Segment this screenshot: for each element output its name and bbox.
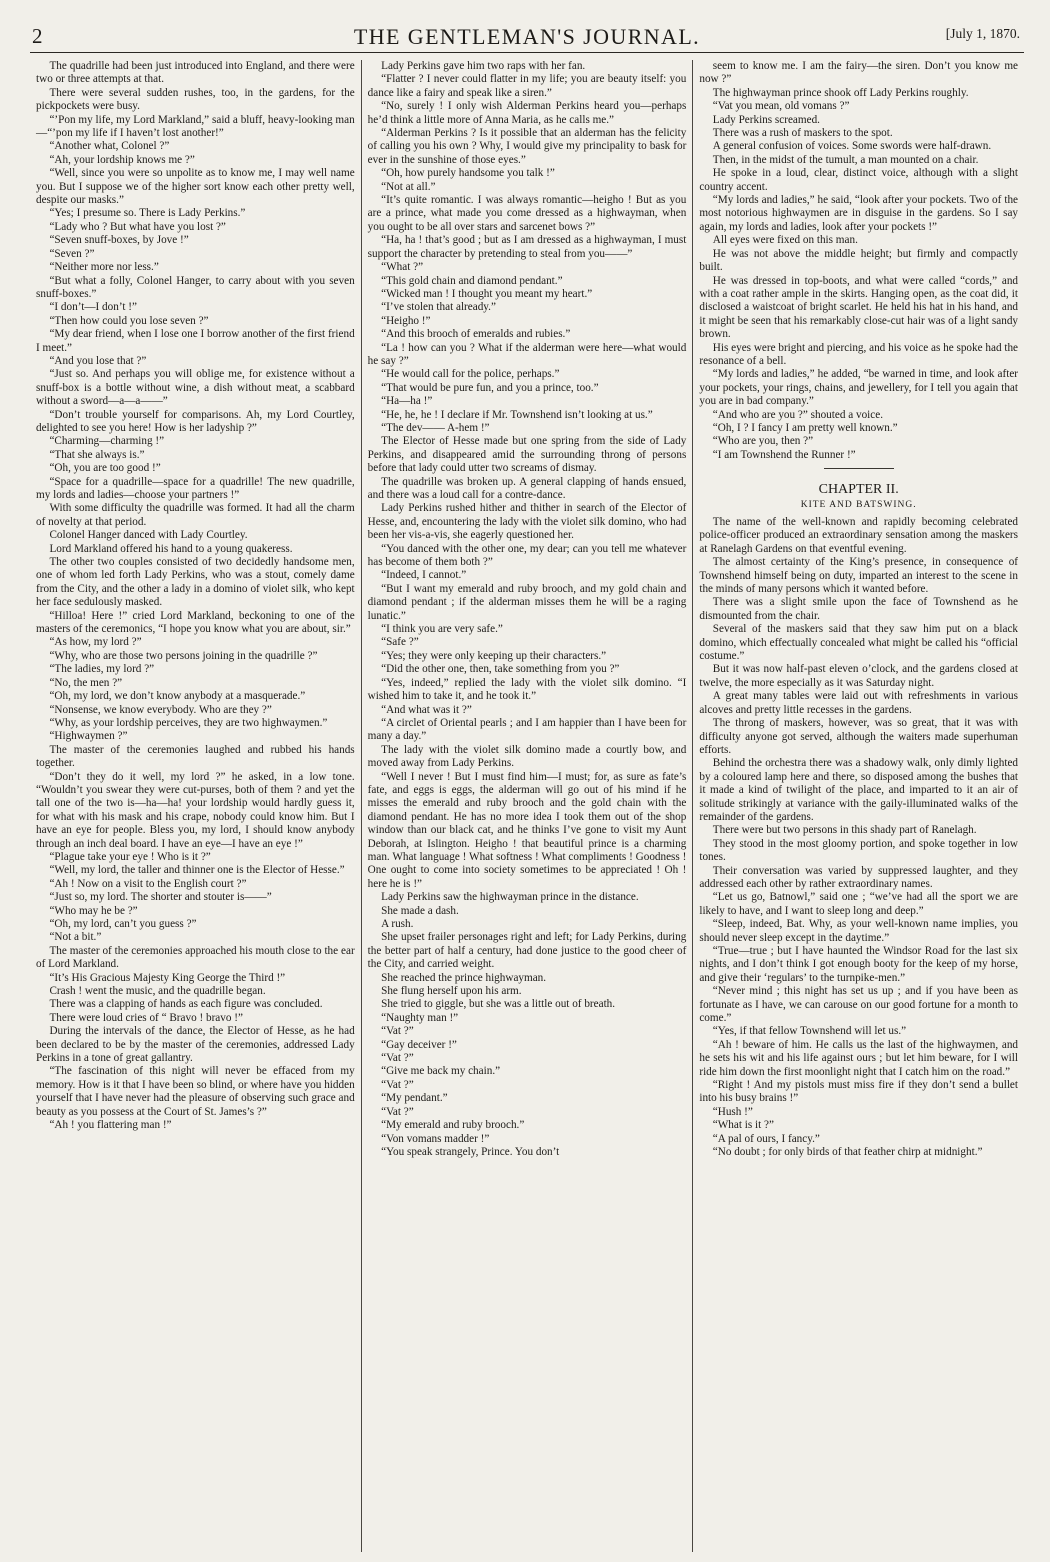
paragraph: A rush.: [381, 918, 414, 930]
paragraph: “Flatter ? I never could flatter in my life; you are beauty itself: you dance like a fairy and speak like a siren.”: [367, 73, 687, 99]
paragraph: “Oh, my lord, can’t you guess ?”: [49, 918, 197, 930]
paragraph: “Ah ! you flattering man !”: [49, 1119, 172, 1132]
journal-title: THE GENTLEMAN'S JOURNAL.: [353, 24, 701, 49]
paragraph: “Vat you mean, old vomans ?”: [712, 100, 850, 113]
paragraph: “Ah ! beware of him. He calls us the last of the highwaymen, and he sets his wit and his life against ours ; but let him beware, for I will ride him down the first moonlight night that I catch him on the road.”: [699, 1038, 1019, 1078]
paragraph: The master of the ceremonies approached his mouth close to the ear of Lord Markland.: [36, 944, 355, 971]
paragraph: “Just so, my lord. The shorter and stouter is——”: [49, 891, 272, 904]
paragraph: “Well I never ! But I must find him—I must; for, as sure as fate’s fate, and eggs is eggs, the alderman will go out of his mind if he misses the emerald and ruby brooch and the gold chain with the diamond pendant. He has no more idea I took them out of the shop window than our black cat, and he thinks I’ve gone to visit my Aunt Deborah, at Islington. Heigho ! that beautiful prince is a charming man. What language ! What softness ! What compliments ! Goodness ! One ought to come into society sometimes to be appreciated ! Oh ! here he is !”: [367, 770, 687, 890]
masthead: [30, 18, 1024, 53]
paragraph: The master of the ceremonies laughed and rubbed his hands together.: [36, 743, 355, 770]
paragraph: The quadrille was broken up. A general clapping of hands ensued, and there was a loud call for a contre-dance.: [367, 475, 687, 501]
paragraph: “I think you are very safe.”: [381, 623, 503, 636]
paragraph: “Alderman Perkins ? Is it possible that an alderman has the felicity of calling you his own ? Why, I would give my principality to bask for ever in the sunshine of those eyes.”: [367, 127, 687, 166]
paragraph: “The ladies, my lord ?”: [49, 663, 155, 676]
paragraph: Lady Perkins saw the highwayman prince in the distance.: [381, 891, 639, 904]
paragraph: “My emerald and ruby brooch.”: [381, 1119, 525, 1132]
paragraph: “Not at all.”: [381, 180, 436, 193]
paragraph: “Let us go, Batnowl,” said one ; “we’ve had all the sport we are likely to have, and I want to sleep long and deep.”: [699, 891, 1019, 917]
paragraph: “It’s quite romantic. I was always romantic—heigho ! But as you are a prince, what made you come dressed as a highwayman, when you ought to be all over stars and sarcenet bows ?”: [367, 194, 687, 233]
paragraph: “Yes; I presume so. There is Lady Perkins.”: [49, 207, 246, 220]
paragraph: “Give me back my chain.”: [381, 1065, 501, 1078]
paragraph: “Neither more nor less.”: [49, 261, 159, 274]
paragraph: He was dressed in top-boots, and what were called “cords,” and with a coat rather ample in the skirts. Hanging open, as the coat did, it disclosed a waistcoat of bright scarlet. He held his hat in his hand, and it might be seen that his remarkably close-cut hair was of a light sandy brown.: [699, 274, 1019, 341]
paragraph: “Hush !”: [712, 1105, 753, 1118]
paragraph: “Plague take your eye ! Who is it ?”: [49, 850, 211, 863]
paragraph: “I don’t—I don’t !”: [49, 301, 137, 314]
paragraph: “Oh, how purely handsome you talk !”: [381, 167, 555, 180]
paragraph: “And who are you ?” shouted a voice.: [712, 408, 884, 421]
paragraph: He was not above the middle height; but firmly and compactly built.: [699, 247, 1019, 274]
paragraph: The throng of maskers, however, was so great, that it was with difficulty anyone got served, although the waiters made superhuman efforts.: [699, 717, 1019, 756]
paragraph: seem to know me. I am the fairy—the siren. Don’t you know me now ?”: [699, 60, 1019, 86]
column-1: [30, 60, 361, 1552]
paragraph: “Oh, I ? I fancy I am pretty well known.”: [712, 421, 898, 434]
column-3-section-b: [699, 516, 1018, 1160]
paragraph: “Ah ! Now on a visit to the English court ?”: [49, 877, 247, 890]
paragraph: “True—true ; but I have haunted the Windsor Road for the last six nights, and I don’t think I got enough booty for the keep of my horse, and give their ‘regulars’ to the turnpike-men.”: [699, 945, 1019, 984]
paragraph: “Sleep, indeed, Bat. Why, as your well-known name implies, you should never sleep except in the daytime.”: [699, 918, 1019, 944]
paragraph: “Seven ?”: [49, 247, 95, 260]
paragraph: “Then how could you lose seven ?”: [49, 314, 209, 327]
paragraph: The quadrille had been just introduced into England, and there were two or three attempts at that.: [36, 60, 355, 86]
paragraph: “A pal of ours, I fancy.”: [712, 1132, 820, 1145]
paragraph: “The fascination of this night will never be effaced from my memory. How is it that I have been so blind, or where have you hidden yourself that I have never had the pleasure of observing such grace and beauty as you possess at the Court of St. James’s ?”: [36, 1065, 355, 1118]
paragraph: “Just so. And perhaps you will oblige me, for existence without a snuff-box is a bottle without wine, a dish without meat, a scabbard without a sword—a—a——”: [36, 368, 355, 408]
paragraph: Colonel Hanger danced with Lady Courtley.: [49, 529, 248, 542]
paragraph: “That she always is.”: [49, 448, 145, 461]
page-number: 2: [32, 24, 43, 48]
paragraph: During the intervals of the dance, the Elector of Hesse, as he had been declared to be by the master of the ceremonies, addressed Lady Perkins in a tone of great gallantry.: [36, 1025, 355, 1065]
paragraph: “Don’t trouble yourself for comparisons. Ah, my Lord Courtley, delighted to see you here! How is her ladyship ?”: [36, 408, 355, 434]
paragraph: There were loud cries of “ Bravo ! bravo !”: [49, 1011, 243, 1024]
paragraph: “No, surely ! I only wish Alderman Perkins heard you—perhaps he’d think a little more of Anna Maria, as he calls me.”: [367, 100, 687, 126]
paragraph: “Vat ?”: [381, 1025, 414, 1038]
paragraph: “Who may he be ?”: [49, 904, 138, 917]
paragraph: “Von vomans madder !”: [381, 1132, 490, 1145]
paragraph: “Vat ?”: [381, 1052, 414, 1065]
chapter-subtitle: KITE AND BATSWING.: [800, 499, 917, 510]
paragraph: Several of the maskers said that they saw him put on a black domino, which effectually concealed what might be called his “official costume.”: [699, 623, 1019, 663]
paragraph: The highwayman prince shook off Lady Perkins roughly.: [712, 86, 969, 99]
paragraph: “You danced with the other one, my dear; can you tell me whatever has become of them both ?”: [367, 542, 687, 569]
paragraph: “This gold chain and diamond pendant.”: [381, 274, 563, 287]
column-3: [692, 60, 1024, 1552]
paragraph: The lady with the violet silk domino made a courtly bow, and moved away from Lady Perkins.: [367, 743, 687, 770]
paragraph: “Who are you, then ?”: [712, 435, 814, 448]
paragraph: “No doubt ; for only birds of that feather chirp at midnight.”: [712, 1146, 983, 1159]
paragraph: “Ha, ha ! that’s good ; but as I am dressed as a highwayman, I must support the character by pretending to steal from you——”: [367, 234, 687, 260]
paragraph: “Charming—charming !”: [49, 435, 165, 448]
paragraph: “No, the men ?”: [49, 676, 123, 689]
issue-date: [July 1, 1870.: [945, 26, 1020, 41]
paragraph: They stood in the most gloomy portion, and spoke together in low tones.: [699, 837, 1019, 864]
paragraph: “My lords and ladies,” he said, “look after your pockets. Two of the most notorious highwaymen are in disguise in the gardens. So I say again, my lords and ladies, look after your pockets !”: [699, 194, 1019, 233]
paragraph: “Well, since you were so unpolite as to know me, I may well name you. But I suppose we of the higher sort know each other pretty well, despite our masks.”: [36, 167, 355, 207]
paragraph: “But I want my emerald and ruby brooch, and my gold chain and diamond pendant ; if the alderman misses them he will be a raging lunatic.”: [367, 582, 687, 622]
paragraph: “Hilloa! Here !” cried Lord Markland, beckoning to one of the masters of the ceremonics, “I hope you know what you are about, sir.”: [36, 609, 355, 636]
paragraph: “Heigho !”: [381, 314, 431, 327]
paragraph: She tried to giggle, but she was a little out of breath.: [381, 998, 616, 1011]
paragraph: Their conversation was varied by suppressed laughter, and they addressed each other by rather extraordinary names.: [699, 864, 1019, 890]
paragraph: “What ?”: [381, 261, 424, 274]
paragraph: “Gay deceiver !”: [381, 1038, 457, 1051]
paragraph: “Yes; they were only keeping up their characters.”: [381, 649, 607, 662]
paragraph: “And what was it ?”: [381, 703, 472, 716]
paragraph: “My lords and ladies,” he added, “be warned in time, and look after your pockets, your rings, chains, and jewellery, for I tell you again that you are in bad company.”: [699, 368, 1019, 408]
paragraph: “What is it ?”: [712, 1119, 774, 1132]
paragraph: “Well, my lord, the taller and thinner one is the Elector of Hesse.”: [49, 864, 345, 877]
paragraph: “He would call for the police, perhaps.”: [381, 368, 560, 381]
column-3-section-a: [699, 60, 1018, 462]
paragraph: “Yes, indeed,” replied the lady with the violet silk domino. “I wished him to take it, and he took it.”: [367, 676, 687, 703]
paragraph: All eyes were fixed on this man.: [712, 234, 858, 247]
paragraph: “Why, who are those two persons joining in the quadrille ?”: [49, 649, 318, 662]
paragraph: “Ah, your lordship knows me ?”: [49, 153, 195, 166]
paragraph: There was a clapping of hands as each figure was concluded.: [49, 998, 323, 1011]
paragraph: With some difficulty the quadrille was formed. It had all the charm of novelty at that period.: [36, 502, 355, 528]
paragraph: He spoke in a loud, clear, distinct voice, although with a slight country accent.: [699, 167, 1019, 193]
paragraph: The Elector of Hesse made but one spring from the side of Lady Perkins, and disappeared amid the surrounding throng of persons before that lady could utter two screams of dismay.: [367, 435, 687, 475]
paragraph: “Ha—ha !”: [381, 395, 433, 408]
paragraph: “Another what, Colonel ?”: [49, 140, 170, 153]
paragraph: “La ! how can you ? What if the alderman were here—what would he say ?”: [367, 341, 687, 367]
paragraph: There were several sudden rushes, too, in the gardens, for the pickpockets were busy.: [36, 86, 355, 113]
paragraph: “Lady who ? But what have you lost ?”: [49, 220, 226, 233]
paragraph: But it was now half-past eleven o’clock, and the gardens closed at twelve, the more especially as it was Saturday night.: [699, 663, 1019, 689]
paragraph: “I’ve stolen that already.”: [381, 301, 496, 314]
paragraph: “Vat ?”: [381, 1078, 414, 1091]
paragraph: Then, in the midst of the tumult, a man mounted on a chair.: [712, 153, 979, 166]
paragraph: The other two couples consisted of two decidedly handsome men, one of whom led forth Lady Perkins, who was a stout, comely dame from the City, and the other a lady in a domino of violet silk, who kept her face sedulously masked.: [36, 556, 355, 609]
paragraph: Crash ! went the music, and the quadrille began.: [49, 985, 266, 998]
paragraph: “And you lose that ?”: [49, 354, 147, 367]
paragraph: His eyes were bright and piercing, and his voice as he spoke had the resonance of a bell.: [699, 341, 1019, 367]
paragraph: A great many tables were laid out with refreshments in various alcoves and pretty little recesses in the gardens.: [699, 690, 1019, 716]
paragraph: “Not a bit.”: [49, 931, 102, 944]
paragraph: “Indeed, I cannot.”: [381, 569, 467, 582]
paragraph: “Naughty man !”: [381, 1011, 459, 1024]
paragraph: “A circlet of Oriental pearls ; and I am happier than I have been for many a day.”: [367, 716, 687, 743]
paragraph: The name of the well-known and rapidly becoming celebrated police-officer produced an extraordinary sensation among the maskers at Ranelagh Gardens on that eventful evening.: [699, 516, 1019, 555]
paragraph: “But what a folly, Colonel Hanger, to carry about with you seven snuff-boxes.”: [36, 274, 355, 300]
paragraph: “’Pon my life, my Lord Markland,” said a bluff, heavy-looking man—“’pon my life if I haven’t lost another!”: [36, 113, 355, 140]
paragraph: There were but two persons in this shady part of Ranelagh.: [712, 824, 977, 837]
paragraph: “Never mind ; this night has set us up ; and if you have been as fortunate as I have, we can carouse on our good fortune for a month to come.”: [699, 985, 1019, 1025]
paragraph: Lady Perkins gave him two raps with her fan.: [381, 60, 586, 72]
paragraph: “Did the other one, then, take something from you ?”: [381, 663, 620, 676]
paragraph: “It’s His Gracious Majesty King George the Third !”: [49, 971, 286, 984]
chapter-title: CHAPTER II.: [818, 482, 899, 498]
paragraph: “Why, as your lordship perceives, they are two highwaymen.”: [49, 716, 328, 729]
paragraph: “That would be pure fun, and you a prince, too.”: [381, 381, 599, 394]
paragraph: “And this brooch of emeralds and rubies.”: [381, 328, 571, 341]
paragraph: Lady Perkins rushed hither and thither in search of the Elector of Hesse, and, encountering the lady with the violet silk domino, who had been her vis-a-vis, she eagerly questioned her.: [367, 502, 687, 542]
paragraph: She made a dash.: [381, 904, 459, 917]
paragraph: She flung herself upon his arm.: [381, 985, 522, 998]
paragraph: There was a rush of maskers to the spot.: [712, 127, 893, 140]
paragraph: “Oh, you are too good !”: [49, 462, 161, 475]
paragraph: Behind the orchestra there was a shadowy walk, only dimly lighted by a coloured lamp here and there, so disposed among the bushes that it made a kind of twilight of the place, and imparted to it an air of solitude strikingly at variance with the gaily-illuminated walks of the remainder of the gardens.: [699, 757, 1019, 823]
paragraph: A general confusion of voices. Some swords were half-drawn.: [712, 140, 992, 153]
chapter-rule: [824, 468, 894, 469]
column-2: [361, 60, 693, 1552]
paragraph: “Oh, my lord, we don’t know anybody at a masquerade.”: [49, 690, 306, 703]
paragraph: “Space for a quadrille—space for a quadrille! The new quadrille, my lords and ladies—choose your partners !”: [36, 475, 355, 501]
paragraph: “Yes, if that fellow Townshend will let us.”: [712, 1025, 907, 1038]
paragraph: “Wicked man ! I thought you meant my heart.”: [381, 287, 593, 300]
text-columns: [30, 60, 1024, 1552]
paragraph: “Safe ?”: [381, 636, 419, 649]
paragraph: Lady Perkins screamed.: [712, 113, 820, 126]
paragraph: “My dear friend, when I lose one I borrow another of the first friend I meet.”: [36, 328, 355, 354]
paragraph: “He, he, he ! I declare if Mr. Townshend isn’t looking at us.”: [381, 408, 653, 421]
paragraph: Lord Markland offered his hand to a young quakeress.: [49, 542, 293, 555]
paragraph: “Highwaymen ?”: [49, 730, 128, 743]
paragraph: The almost certainty of the King’s presence, in consequence of Townshend himself being on duty, imparted an interest to the scene in the minds of many persons which it wanted before.: [699, 556, 1019, 596]
paragraph: She upset frailer personages right and left; for Lady Perkins, during the better part of half a century, had done justice to the good cheer of the City, and carried weight.: [367, 931, 687, 971]
paragraph: “Seven snuff-boxes, by Jove !”: [49, 234, 189, 247]
paragraph: “Nonsense, we know everybody. Who are they ?”: [49, 703, 272, 716]
paragraph: “Vat ?”: [381, 1105, 414, 1118]
paragraph: “My pendant.”: [381, 1092, 448, 1105]
paragraph: “Right ! And my pistols must miss fire if they don’t send a bullet into his busy brains !”: [699, 1079, 1019, 1105]
paragraph: “I am Townshend the Runner !”: [712, 448, 856, 461]
paragraph: “As how, my lord ?”: [49, 636, 142, 649]
paragraph: “The dev—— A-hem !”: [381, 421, 490, 434]
paragraph: “You speak strangely, Prince. You don’t: [381, 1145, 560, 1158]
paragraph: “Don’t they do it well, my lord ?” he asked, in a low tone. “Wouldn’t you swear they were cut-purses, both of them ? and yet the tall one of the two is—ha—ha! your lordship would hardly guess it, for what with his mask and his crape, nobody could know him. But I have an eye for people. Bless you, my lord, I should know anybody through an inch deal board. I have an eye—I have an eye !”: [36, 770, 355, 850]
paragraph: There was a slight smile upon the face of Townshend as he dismounted from the chair.: [699, 596, 1019, 622]
paragraph: She reached the prince highwayman.: [381, 971, 547, 984]
